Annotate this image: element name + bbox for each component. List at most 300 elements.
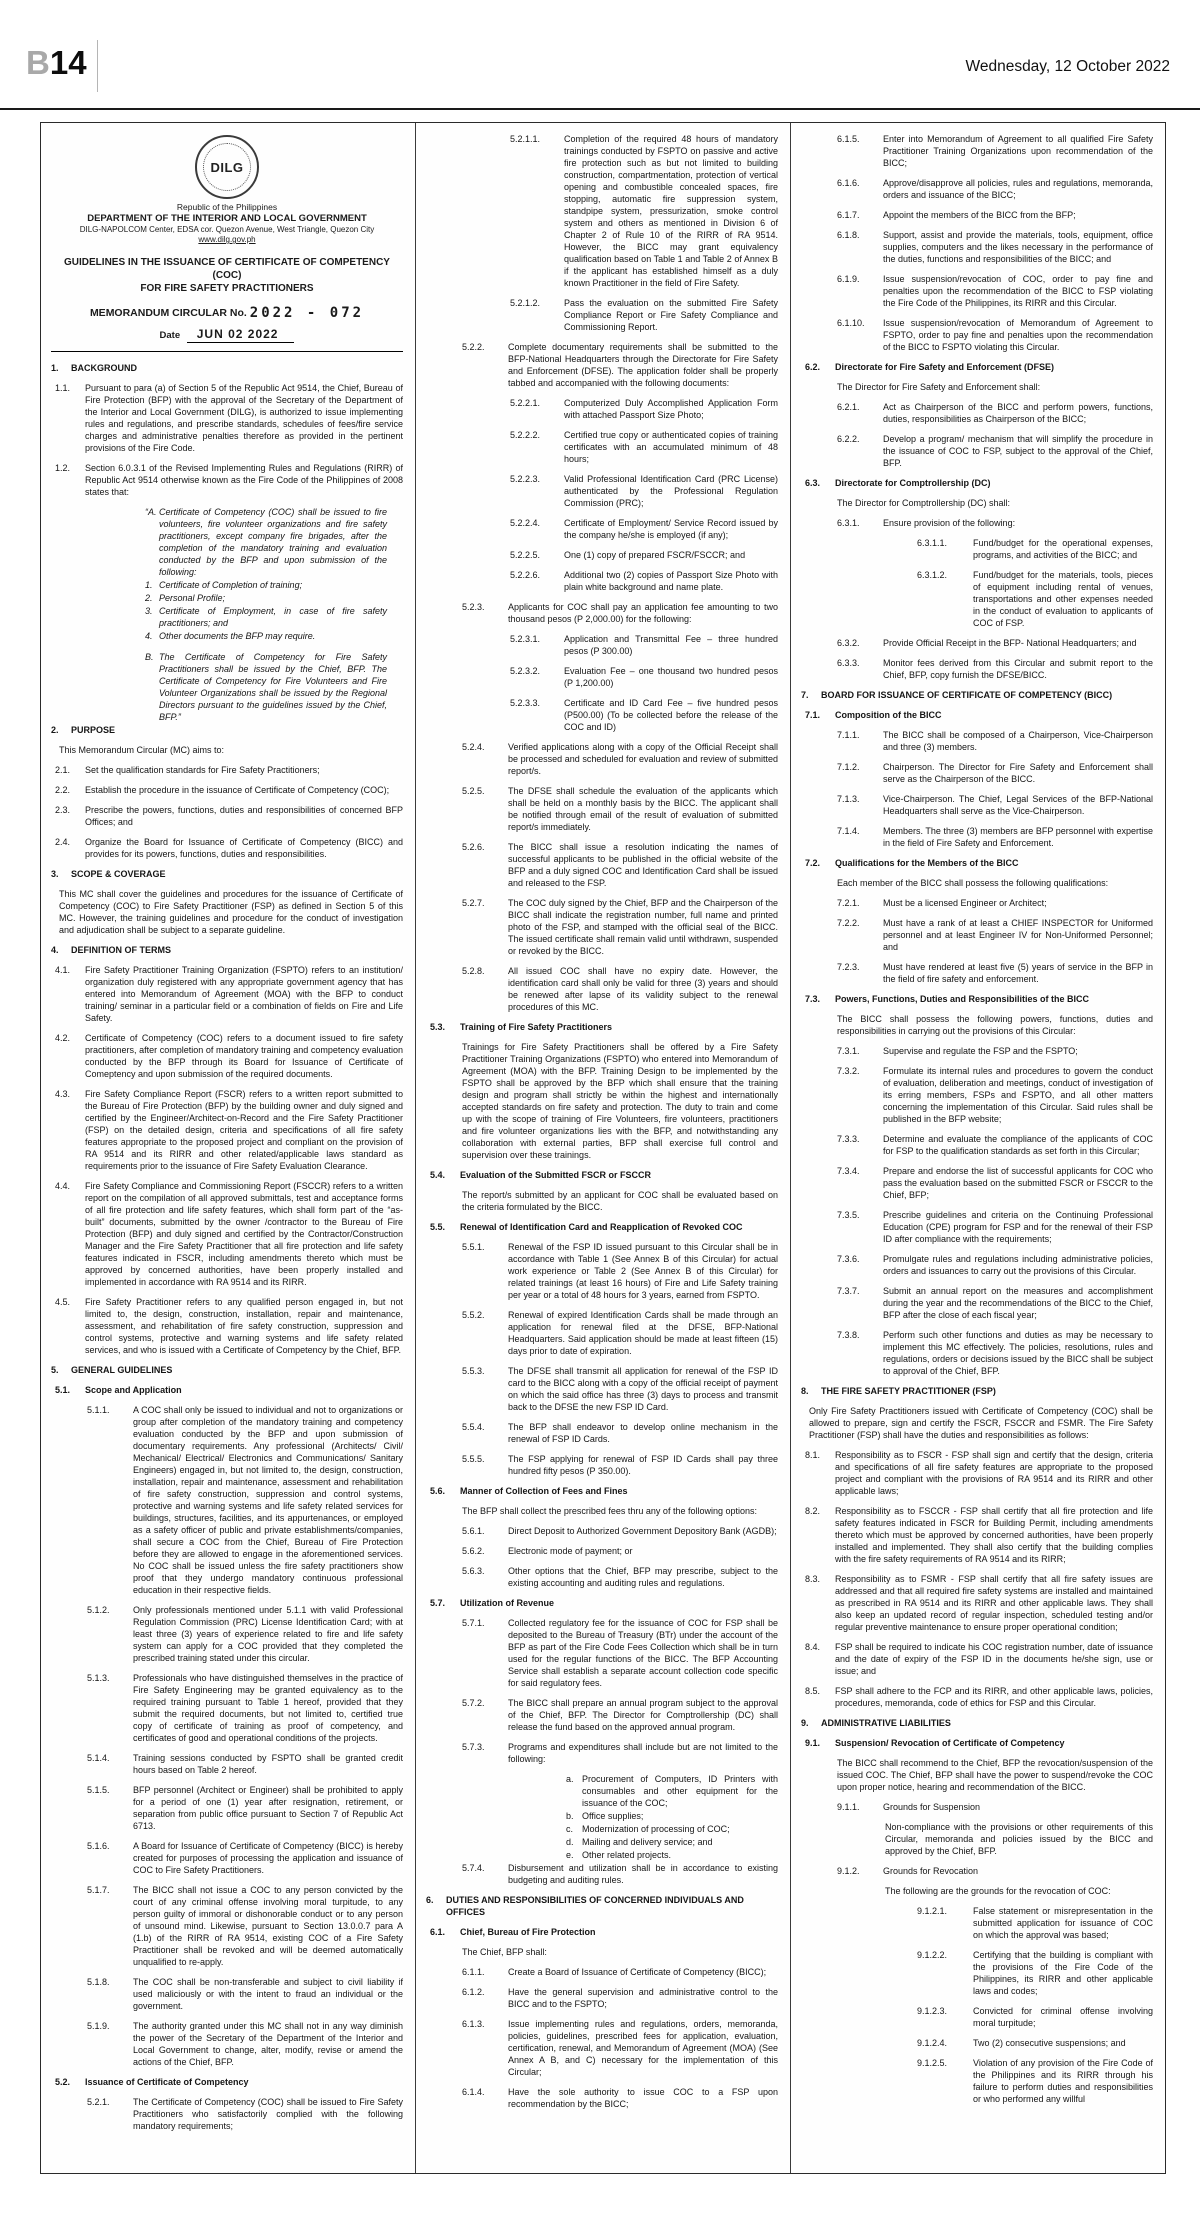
item-number: 6.1.1.: [462, 1967, 485, 1977]
page-number: [26, 44, 87, 82]
quoted-list-item: [145, 592, 387, 604]
item-number: 7.2.1.: [837, 898, 860, 908]
paragraph: [837, 1757, 1153, 1793]
numbered-paragraph: [837, 1165, 1153, 1201]
item-number: 5.2.6.: [462, 842, 485, 852]
item-text: The DFSE shall transmit all application for renewal of the FSP ID card to the BICC along with a copy of the official receipt of payment on which the said office has three (3) days to process and transmit back to the DFSE the new FSP ID Card.: [508, 1366, 778, 1412]
numbered-paragraph: [837, 209, 1153, 221]
subsection-heading: [805, 477, 1153, 489]
item-text: Promulgate rules and regulations including administrative policies, orders and issuances to carry out the provisions of this Circular.: [883, 1254, 1153, 1276]
item-number: 6.3.: [805, 478, 821, 488]
item-text: Mailing and delivery service; and: [582, 1837, 713, 1847]
subsection-heading: [805, 1737, 1153, 1749]
item-number: 5.1.6.: [87, 1841, 110, 1851]
item-number: 5.6.2.: [462, 1546, 485, 1556]
department-website: www.dilg.gov.ph: [198, 235, 256, 244]
numbered-paragraph: [837, 317, 1153, 353]
item-number: 2.2.: [55, 785, 71, 795]
subsection-heading: [430, 1221, 778, 1233]
item-text: Establish the procedure in the issuance of Certificate of Competency (COC);: [85, 785, 390, 795]
item-number: 5.7.2.: [462, 1698, 485, 1708]
item-text: Prepare and endorse the list of successful applicants for COC who pass the evaluation based on the submitted FSCR or FSCCR to the Chief, BFP;: [883, 1166, 1153, 1200]
lettered-list-item: [566, 1810, 778, 1822]
item-number: 7.3.2.: [837, 1066, 860, 1076]
numbered-paragraph: [837, 825, 1153, 849]
subsection-heading: [805, 361, 1153, 373]
item-number: 7.3.3.: [837, 1134, 860, 1144]
item-text: Chief, Bureau of Fire Protection: [460, 1927, 596, 1937]
numbered-paragraph: [55, 1296, 403, 1356]
numbered-paragraph: [55, 1180, 403, 1288]
item-text: Modernization of processing of COC;: [582, 1824, 730, 1834]
document-title-line1: GUIDELINES IN THE ISSUANCE OF CERTIFICATE OF COMPETENCY (COC): [64, 257, 390, 281]
item-number: 5.5.: [430, 1222, 446, 1232]
item-number: 9.1.: [805, 1738, 821, 1748]
page-letter: B: [26, 44, 50, 81]
paragraph: [462, 1946, 778, 1958]
item-text: Develop a program/ mechanism that will simplify the procedure in the issuance of COC to FSP, subject to the approval of the Chief, BFP.: [883, 434, 1153, 468]
numbered-paragraph: [462, 601, 778, 625]
numbered-paragraph: [837, 761, 1153, 785]
numbered-paragraph: [837, 1329, 1153, 1377]
item-text: Completion of the required 48 hours of mandatory trainings conducted by FSPTO on passive and active fire protection such as but not limited to building construction, compartmentation, protection of vertical opening and combustible concealed spaces, fire stopping, automatic fire suppression system, standpipe system, pressurization, smoke control system and others as mentioned in Division 6 of Chapter 2 of Rule 10 of the RIRR of RA 9514. However, the BICC may grant equivalency qualification based on Table 1 and Table 2 of Annex B if the applicant has established himself as a duly known Practitioner in the field of Fire Safety.: [564, 134, 778, 288]
item-text: Provide Official Receipt in the BFP- National Headquarters; and: [883, 638, 1137, 648]
numbered-paragraph: [87, 1784, 403, 1832]
item-text: The Director for Comptrollership (DC) shall:: [837, 498, 1011, 508]
item-number: 2.4.: [55, 837, 71, 847]
item-number: 6.1.10.: [837, 318, 865, 328]
numbered-paragraph: [55, 1032, 403, 1080]
quoted-list-item: [145, 651, 387, 723]
item-number: 7.1.4.: [837, 826, 860, 836]
item-text: The FSP applying for renewal of FSP ID Cards shall pay three hundred fifty pesos (P 350.00).: [508, 1454, 778, 1476]
dilg-seal-text: DILG: [210, 159, 244, 175]
item-text: Professionals who have distinguished themselves in the practice of Fire Safety Engineering may be granted equivalency as to the required training pursuant to Table 1 hereof, provided that they submit the required documents, but not limited to, certified true copy of certificate of training as proof of competency, and certificates of good and operational conditions of the projects.: [133, 1673, 403, 1743]
item-number: 5.1.8.: [87, 1977, 110, 1987]
item-number: 4.2.: [55, 1033, 71, 1043]
item-number: 7.3.1.: [837, 1046, 860, 1056]
item-number: 5.2.2.1.: [510, 398, 541, 408]
numbered-paragraph: [55, 764, 403, 776]
item-number: 5.2.2.2.: [510, 430, 541, 440]
subsection-heading: [55, 1384, 403, 1396]
item-text: Fire Safety Practitioner refers to any qualified person engaged in, but not limited to, the design, construction, installation, repair and maintenance, assessment, and rehabilitation of fire safety construction, suppression and control systems, protective and warning systems and life safety related services, and who is issued with a Certificate of Competency by the Chief, BFP.: [85, 1297, 403, 1355]
section-heading: [801, 689, 1153, 701]
item-text: The authority granted under this MC shall not in any way diminish the power of the Secretary of the Department of the Interior and Local Government to change, alter, modify, revise or amend the actions of the Chief, BFP.: [133, 2021, 403, 2067]
item-number: 5.1.9.: [87, 2021, 110, 2031]
paragraph: [59, 888, 403, 936]
numbered-paragraph: [837, 1285, 1153, 1321]
numbered-paragraph: [510, 569, 778, 593]
item-text: Must have a rank of at least a CHIEF INSPECTOR for Uniformed personnel and at least Engineer IV for Non-Uniformed Personnel; and: [883, 918, 1153, 952]
item-text: Collected regulatory fee for the issuance of COC for FSP shall be deposited to the Bureau of Treasury (BTr) under the account of the BFP as part of the Fire Code Fees Collection which shall be in turn used for the regular functions of the BICC. The BFP Accounting Service shall establish a separate account collection code specific for said regulatory fees.: [508, 1618, 778, 1688]
numbered-paragraph: [462, 741, 778, 777]
numbered-paragraph: [462, 1365, 778, 1413]
paragraph: [837, 381, 1153, 393]
item-number: 6.: [426, 1895, 434, 1905]
item-number: 5.1.3.: [87, 1673, 110, 1683]
item-text: Pass the evaluation on the submitted Fire Safety Compliance Report or Fire Safety Compliance and Commissioning Report.: [564, 298, 778, 332]
numbered-paragraph: [837, 401, 1153, 425]
section-heading: [801, 1385, 1153, 1397]
item-number: 4.4.: [55, 1181, 71, 1191]
item-text: The BICC shall not issue a COC to any person convicted by the court of any criminal offense involving moral turpitude, to any person guilty of immoral or dishonorable conduct or to any person of unsound mind. Likewise, pursuant to Section 13.0.0.7 para A (1.b) of the RIRR of RA 9514, existing COC of a Fire Safety Practitioner shall be revoked and will be deemed automatically unqualified to re-apply.: [133, 1885, 403, 1967]
item-text: Only Fire Safety Practitioners issued with Certificate of Competency (COC) shall be allowed to prepare, sign and certify the FSCR, FSCCR and FSMR. The Fire Safety Practitioner (FSP) shall have the duties and responsibilities as follows:: [809, 1406, 1153, 1440]
item-text: Applicants for COC shall pay an application fee amounting to two thousand pesos (P 2,000.00) for the following:: [508, 602, 778, 624]
numbered-paragraph: [805, 1641, 1153, 1677]
numbered-paragraph: [837, 637, 1153, 649]
item-text: Perform such other functions and duties as may be necessary to implement this MC effectively. The policies, resolutions, rules and regulations, orders or decisions issued by the BICC shall be subject to approval of the Chief, BFP.: [883, 1330, 1153, 1376]
numbered-paragraph: [917, 1949, 1153, 1997]
item-text: The DFSE shall schedule the evaluation of the applicants which shall be held on a monthly basis by the BICC. The applicant shall be notified through email of the result of evaluation of submitted report/s immediately.: [508, 786, 778, 832]
item-number: 6.2.: [805, 362, 821, 372]
item-text: False statement or misrepresentation in the submitted application for issuance of COC on which the approval was based;: [973, 1906, 1153, 1940]
item-text: Support, assist and provide the materials, tools, equipment, office supplies, computers and the likes necessary in the performance of the duties, functions and responsibilities of the BICC; and: [883, 230, 1153, 264]
letterhead-rule: [51, 351, 403, 352]
item-text: Grounds for Revocation: [883, 1866, 979, 1876]
numbered-paragraph: [917, 2005, 1153, 2029]
numbered-paragraph: [837, 273, 1153, 309]
item-text: DUTIES AND RESPONSIBILITIES OF CONCERNED INDIVIDUALS AND OFFICES: [446, 1895, 744, 1917]
item-text: The COC duly signed by the Chief, BFP and the Chairperson of the BICC shall indicate the registration number, full name and printed photo of the FSP, and stamped with the official seal of the BICC. The issued certificate shall remain valid until withdrawn, suspended or revoked by the BICC.: [508, 898, 778, 956]
paragraph: [837, 1013, 1153, 1037]
numbered-paragraph: [805, 1505, 1153, 1565]
numbered-paragraph: [462, 1986, 778, 2010]
item-text: DEFINITION OF TERMS: [71, 945, 171, 955]
numbered-paragraph: [462, 1697, 778, 1733]
quoted-list-item: [145, 630, 387, 642]
item-number: 5.6.3.: [462, 1566, 485, 1576]
item-text: Determine and evaluate the compliance of the applicants of COC for FSP to the qualification standards as set forth in this Circular;: [883, 1134, 1153, 1156]
masthead-date: Wednesday, 12 October 2022: [965, 58, 1170, 75]
item-number: 2.1.: [55, 765, 71, 775]
numbered-paragraph: [55, 804, 403, 828]
numbered-paragraph: [462, 965, 778, 1013]
numbered-paragraph: [805, 1449, 1153, 1497]
item-number: 3.: [51, 869, 59, 879]
quoted-list-item: [145, 506, 387, 578]
item-number: 7.3.8.: [837, 1330, 860, 1340]
item-text: Other related projects.: [582, 1850, 672, 1860]
numbered-paragraph: [510, 549, 778, 561]
item-text: The BICC shall issue a resolution indicating the names of successful applicants to be published in the official website of the BFP and a duly signed COC and Identification Card shall be issued and released to the FSP.: [508, 842, 778, 888]
numbered-paragraph: [510, 633, 778, 657]
item-number: 5.1.1.: [87, 1405, 110, 1415]
item-text: Members. The three (3) members are BFP personnel with expertise in the field of Fire Safety and Enforcement.: [883, 826, 1153, 848]
item-text: Issue implementing rules and regulations, orders, memoranda, policies, guidelines, prescribed fees for application, evaluation, certification, renewal, and Memorandum of Agreement (MOA) (See Annex A B, and C) necessary for the implementation of this Circular;: [508, 2019, 778, 2077]
item-number: 5.2.2.4.: [510, 518, 541, 528]
lettered-list-item: [566, 1773, 778, 1809]
numbered-paragraph: [55, 1088, 403, 1172]
item-text: Must be a licensed Engineer or Architect;: [883, 898, 1047, 908]
mc-label: MEMORANDUM CIRCULAR No.: [89, 307, 247, 319]
item-number: 9.1.2.4.: [917, 2038, 948, 2048]
item-number: 8.: [801, 1386, 809, 1396]
subsection-heading: [430, 1169, 778, 1181]
memorandum-document: [40, 122, 1166, 2174]
numbered-paragraph: [55, 382, 403, 454]
paragraph: [462, 1505, 778, 1517]
item-number: 9.1.2.1.: [917, 1906, 948, 1916]
item-number: 1.2.: [55, 463, 71, 473]
item-text: BOARD FOR ISSUANCE OF CERTIFICATE OF COMPETENCY (BICC): [821, 690, 1113, 700]
item-text: Directorate for Fire Safety and Enforcement (DFSE): [835, 362, 1055, 372]
item-text: A COC shall only be issued to individual and not to organizations or group after completion of the mandatory training and competency evaluation conducted by the BFP and upon submission of documentary requirements. Any professional (Architects/ Civil/ Mechanical/ Electrical/ Electronics and Communications/ Sanitary Engineers) engaged in, but not limited to, the design, construction, installation, repair and maintenance, assessment and rehabilitation of fire safety construction, suppression and control systems, protective and warning systems and life safety related services for buildings, structures, facilities, and its appurtenances, or employed as a safety officer of public and private establishments/companies, shall secure a COC from the Chief, Bureau of Fire Protection before they are allowed to engage in the aforementioned services. No COC shall be issued unless the fire safety practitioners show proof that they undergo mandatory continuous professional education in their respective fields.: [133, 1405, 403, 1595]
date-line: [51, 327, 403, 341]
item-text: Direct Deposit to Authorized Government Depository Bank (AGDB);: [508, 1526, 777, 1536]
item-text: Set the qualification standards for Fire Safety Practitioners;: [85, 765, 320, 775]
item-text: Utilization of Revenue: [460, 1598, 555, 1608]
item-text: Must have rendered at least five (5) years of service in the BFP in the field of fire safety and enforcement.: [883, 962, 1153, 984]
numbered-paragraph: [87, 2020, 403, 2068]
page-digits: 14: [49, 44, 87, 81]
paragraph: [462, 1189, 778, 1213]
item-number: 6.3.3.: [837, 658, 860, 668]
item-number: 4.5.: [55, 1297, 71, 1307]
item-number: 9.1.2.3.: [917, 2006, 948, 2016]
numbered-paragraph: [462, 1617, 778, 1689]
numbered-paragraph: [462, 1453, 778, 1477]
item-number: 7.3.4.: [837, 1166, 860, 1176]
item-text: A Board for Issuance of Certificate of Competency (BICC) is hereby created for purposes of processing the application and issuance of COC to Fire Safety Practitioners.: [133, 1841, 403, 1875]
doc-column-2: [415, 123, 790, 2173]
item-text: Two (2) consecutive suspensions; and: [973, 2038, 1126, 2048]
item-number: 6.3.1.2.: [917, 570, 948, 580]
item-number: 7.1.: [805, 710, 821, 720]
item-text: Manner of Collection of Fees and Fines: [460, 1486, 628, 1496]
item-number: 6.3.1.: [837, 518, 860, 528]
republic-line: Republic of the Philippines: [176, 202, 278, 212]
item-text: SCOPE & COVERAGE: [71, 869, 166, 879]
item-number: 7.1.3.: [837, 794, 860, 804]
item-number: 1.: [51, 363, 59, 373]
item-text: The BICC shall be composed of a Chairperson, Vice-Chairperson and three (3) members.: [883, 730, 1153, 752]
numbered-paragraph: [462, 841, 778, 889]
numbered-paragraph: [837, 1065, 1153, 1125]
paragraph: [462, 1041, 778, 1161]
item-text: Approve/disapprove all policies, rules and regulations, memoranda, orders and issuance of the BICC;: [883, 178, 1153, 200]
item-number: 6.2.2.: [837, 434, 860, 444]
item-text: Renewal of expired Identification Cards shall be made through an application for renewal filed at the DFSE, BFP-National Headquarters. Said application should be made at least fifteen (15) days prior to date of expiration.: [508, 1310, 778, 1356]
item-text: Each member of the BICC shall possess the following qualifications:: [837, 878, 1109, 888]
item-text: The Director for Fire Safety and Enforcement shall:: [837, 382, 1041, 392]
item-number: 1.1.: [55, 383, 71, 393]
item-text: Formulate its internal rules and procedures to govern the conduct of evaluation, deliberation and meetings, conduct of investigation of its erring members, FSPs and FSPTO, and all other matters concerning the implementation of this Circular. Said rules shall be published in the BFP website;: [883, 1066, 1153, 1124]
item-number: 6.2.1.: [837, 402, 860, 412]
numbered-paragraph: [462, 2018, 778, 2078]
item-text: Composition of the BICC: [835, 710, 942, 720]
numbered-paragraph: [510, 397, 778, 421]
numbered-paragraph: [510, 133, 778, 289]
numbered-paragraph: [87, 1840, 403, 1876]
item-number: 5.5.3.: [462, 1366, 485, 1376]
item-text: Trainings for Fire Safety Practitioners shall be offered by a Fire Safety Practitioner Training Organizations (FSPTO) who entered into Memorandum of Agreement (MOA) with the BFP. Training Design to be implemented by the FSPTO shall be approved by the BFP which shall ensure that the training design and program shall strictly be within the highest and internationally accepted standards on fire safety and protection. The duty to train and come up with the scope of training of Fire Volunteers, fire volunteers, practitioners and fire volunteer organizations lies with the BFP, and notwithstanding any collaboration with external parties, BFP shall exercise full control and supervision over these trainings.: [462, 1042, 778, 1160]
item-text: Violation of any provision of the Fire Code of the Philippines and its RIRR through his failure to perform duties and responsibilities or who performed any willful: [973, 2058, 1153, 2104]
item-number: 9.: [801, 1718, 809, 1728]
numbered-paragraph: [837, 229, 1153, 265]
item-text: Vice-Chairperson. The Chief, Legal Services of the BFP-National Headquarters shall serve as the Vice-Chairperson.: [883, 794, 1153, 816]
numbered-paragraph: [837, 1209, 1153, 1245]
item-text: Certifying that the building is compliant with the provisions of the Fire Code of the Philippines, its RIRR and other applicable laws and codes;: [973, 1950, 1153, 1996]
lettered-list-item: [566, 1849, 778, 1861]
date-label: Date: [159, 330, 181, 341]
numbered-paragraph: [462, 1741, 778, 1765]
item-text: Responsibility as to FSMR - FSP shall certify that all fire safety issues are addressed and that all required fire safety systems are installed and maintained as prescribed in RA 9514 and its RIRR and other applicable laws. They shall also keep an updated record of regular inspection, scheduled testing and/or regular preventive maintenance to ensure proper operational condition;: [835, 1574, 1153, 1632]
item-number: d.: [566, 1837, 574, 1847]
item-number: 3.: [145, 606, 153, 616]
numbered-paragraph: [510, 473, 778, 509]
numbered-paragraph: [837, 1865, 1153, 1877]
item-text: THE FIRE SAFETY PRACTITIONER (FSP): [821, 1386, 996, 1396]
section-heading: [426, 1894, 778, 1918]
numbered-paragraph: [55, 836, 403, 860]
item-text: Scope and Application: [85, 1385, 182, 1395]
item-text: Ensure provision of the following:: [883, 518, 1016, 528]
item-text: The COC shall be non-transferable and subject to civil liability if used maliciously or with the intent to fraud an individual or the government.: [133, 1977, 403, 2011]
item-number: 6.1.8.: [837, 230, 860, 240]
item-number: 9.1.2.: [837, 1866, 860, 1876]
item-text: Electronic mode of payment; or: [508, 1546, 633, 1556]
paragraph: [885, 1885, 1153, 1897]
item-text: Renewal of Identification Card and Reapplication of Revoked COC: [460, 1222, 743, 1232]
item-number: 6.1.2.: [462, 1987, 485, 1997]
item-text: Programs and expenditures shall include but are not limited to the following:: [508, 1742, 778, 1764]
item-text: Convicted for criminal offense involving moral turpitude;: [973, 2006, 1153, 2028]
numbered-paragraph: [917, 2037, 1153, 2049]
item-number: 5.2.3.3.: [510, 698, 541, 708]
item-number: 8.3.: [805, 1574, 821, 1584]
item-number: 5.5.5.: [462, 1454, 485, 1464]
item-text: BACKGROUND: [71, 363, 137, 373]
item-number: 5.6.: [430, 1486, 446, 1496]
item-number: 5.2.3.: [462, 602, 485, 612]
numbered-paragraph: [917, 569, 1153, 629]
item-text: The report/s submitted by an applicant for COC shall be evaluated based on the criteria formulated by the BICC.: [462, 1190, 778, 1212]
item-text: The Chief, BFP shall:: [462, 1947, 547, 1957]
item-text: Certificate of Competency (COC) refers to a document issued to fire safety practitioners, after completion of mandatory training and competency evaluation conducted by the BFP through its Board for Issuance of Certificate of Comeptency and upon submission of the required documents.: [85, 1033, 403, 1079]
item-number: 8.2.: [805, 1506, 821, 1516]
item-number: c.: [566, 1824, 574, 1834]
item-text: Certificate of Employment/ Service Record issued by the company he/she is employed (if any);: [564, 518, 778, 540]
item-text: Chairperson. The Director for Fire Safety and Enforcement shall serve as the Chairperson of the BICC.: [883, 762, 1153, 784]
item-text: BFP personnel (Architect or Engineer) shall be prohibited to apply for a period of one (1) year after resignation, retirement, or separation from public office pursuant to Section 7 of Republic Act 6713.: [133, 1785, 403, 1831]
numbered-paragraph: [837, 961, 1153, 985]
numbered-paragraph: [917, 1905, 1153, 1941]
item-number: 5.3.: [430, 1022, 446, 1032]
item-text: Responsibility as to FSCCR - FSP shall certify that all fire protection and life safety features indicated in FSCR for Building Permit, including amendments thereto which must be approved by concerned authorities, have been properly installed and implemented. They shall also certify that the building complies with the fire safety requirements of RA 9514 and its RIRR;: [835, 1506, 1153, 1564]
item-text: Prescribe the powers, functions, duties and responsibilities of concerned BFP Offices; and: [85, 805, 403, 827]
item-number: 5.5.4.: [462, 1422, 485, 1432]
numbered-paragraph: [837, 1045, 1153, 1057]
item-number: B.: [145, 652, 154, 662]
item-number: 8.1.: [805, 1450, 821, 1460]
item-number: 6.1.4.: [462, 2087, 485, 2097]
numbered-paragraph: [462, 1545, 778, 1557]
item-number: 6.1.9.: [837, 274, 860, 284]
numbered-paragraph: [462, 1862, 778, 1886]
item-text: Certificate of Completion of training;: [159, 580, 303, 590]
section-heading: [51, 362, 403, 374]
section-heading: [51, 868, 403, 880]
item-number: 4.1.: [55, 965, 71, 975]
numbered-paragraph: [837, 433, 1153, 469]
item-text: Fire Safety Practitioner Training Organization (FSPTO) refers to an institution/ organization duly registered with any appropriate government agency that has entered into Memorandum of Agreement (MOA) with the BFP to conduct training/ seminar in a particular field or a combination of fields on Fire and Life Safety.: [85, 965, 403, 1023]
item-number: “A.: [145, 507, 157, 517]
item-text: Appoint the members of the BICC from the BFP;: [883, 210, 1076, 220]
item-number: 7.1.2.: [837, 762, 860, 772]
item-text: FSP shall be required to indicate his COC registration number, date of issuance and the date of expiry of the FSP ID in the documents he/she sign, use or issue; and: [835, 1642, 1153, 1676]
section-heading: [51, 1364, 403, 1376]
subsection-heading: [805, 993, 1153, 1005]
item-text: Issue suspension/revocation of COC, order to pay fine and penalties upon the recommendation of the BICC to FSP violating the Fire Code of the Philippines, its RIRR and this Circular.: [883, 274, 1153, 308]
mc-number-line: [51, 305, 403, 321]
dilg-seal-inner-ring: [203, 143, 251, 191]
item-number: 5.1.4.: [87, 1753, 110, 1763]
item-text: Renewal of the FSP ID issued pursuant to this Circular shall be in accordance with Table 1 (See Annex B of this Circular) for actual work experience or Table 2 (See Annex B of this Circular) for related trainings (at least 16 hours) of Fire and Life Safety training per year or a total of 48 hours for 3 years, earned from FSPTO.: [508, 1242, 778, 1300]
item-number: a.: [566, 1774, 574, 1784]
dilg-seal-icon: [195, 135, 259, 199]
paragraph: [837, 497, 1153, 509]
item-number: 5.2.7.: [462, 898, 485, 908]
numbered-paragraph: [837, 729, 1153, 753]
item-number: 5.2.2.: [462, 342, 485, 352]
item-number: 6.3.1.1.: [917, 538, 948, 548]
item-text: Disbursement and utilization shall be in accordance to existing budgeting and auditing rules.: [508, 1863, 778, 1885]
item-number: 1.: [145, 580, 153, 590]
column-1-body: [51, 362, 403, 2132]
item-number: 7.2.2.: [837, 918, 860, 928]
subsection-heading: [430, 1021, 778, 1033]
numbered-paragraph: [837, 133, 1153, 169]
item-text: Training sessions conducted by FSPTO shall be granted credit hours based on Table 2 hereof.: [133, 1753, 403, 1775]
item-number: 5.7.4.: [462, 1863, 485, 1873]
item-number: 5.5.2.: [462, 1310, 485, 1320]
quoted-list-item: [145, 605, 387, 629]
numbered-paragraph: [510, 297, 778, 333]
item-text: The BFP shall endeavor to develop online mechanism in the renewal of FSP ID Cards.: [508, 1422, 778, 1444]
item-number: 6.3.2.: [837, 638, 860, 648]
item-text: The BICC shall possess the following powers, functions, duties and responsibilities in carrying out the provisions of this Circular:: [837, 1014, 1153, 1036]
numbered-paragraph: [462, 341, 778, 389]
item-text: FSP shall adhere to the FCP and its RIRR, and other applicable laws, policies, procedures, memoranda, code of ethics for FSP and this Circular.: [835, 1686, 1153, 1708]
item-number: 5.1.: [55, 1385, 71, 1395]
item-text: The BICC shall recommend to the Chief, BFP the revocation/suspension of the issued COC. The Chief, BFP shall have the power to suspend/revoke the COC upon proper notice, hearing and recommendation of the BICC.: [837, 1758, 1153, 1792]
item-number: 7.2.: [805, 858, 821, 868]
item-number: 5.2.1.2.: [510, 298, 541, 308]
item-number: 8.4.: [805, 1642, 821, 1652]
subsection-heading: [430, 1597, 778, 1609]
item-number: b.: [566, 1811, 574, 1821]
item-number: 5.2.1.: [87, 2097, 110, 2107]
item-number: 5.7.1.: [462, 1618, 485, 1628]
doc-column-3: [790, 123, 1165, 2173]
section-heading: [51, 724, 403, 736]
item-text: Fund/budget for the materials, tools, pieces of equipment including rental of venues, transportations and other expenses needed in the conduct of evaluation to applicants of COC of FSP.: [973, 570, 1153, 628]
item-text: This MC shall cover the guidelines and procedures for the issuance of Certificate of Competency (COC) to Fire Safety Practitioner (FSP) as defined in Section 5 of this MC. However, the training guidelines and procedure for the conduct of investigation and adjudication shall be subject to a separate guideline.: [59, 889, 403, 935]
item-number: 6.1.: [430, 1927, 446, 1937]
section-heading: [801, 1717, 1153, 1729]
item-text: Act as Chairperson of the BICC and perform powers, functions, duties, responsibilities as Chairperson of the BICC;: [883, 402, 1153, 424]
numbered-paragraph: [837, 793, 1153, 817]
numbered-paragraph: [462, 2086, 778, 2110]
mc-number-handwritten: 2022 - 072: [249, 305, 365, 321]
quoted-list-item: [145, 579, 387, 591]
item-number: 9.1.1.: [837, 1802, 860, 1812]
numbered-paragraph: [87, 1672, 403, 1744]
item-text: Training of Fire Safety Practitioners: [460, 1022, 613, 1032]
numbered-paragraph: [87, 2096, 403, 2132]
item-number: 8.5.: [805, 1686, 821, 1696]
